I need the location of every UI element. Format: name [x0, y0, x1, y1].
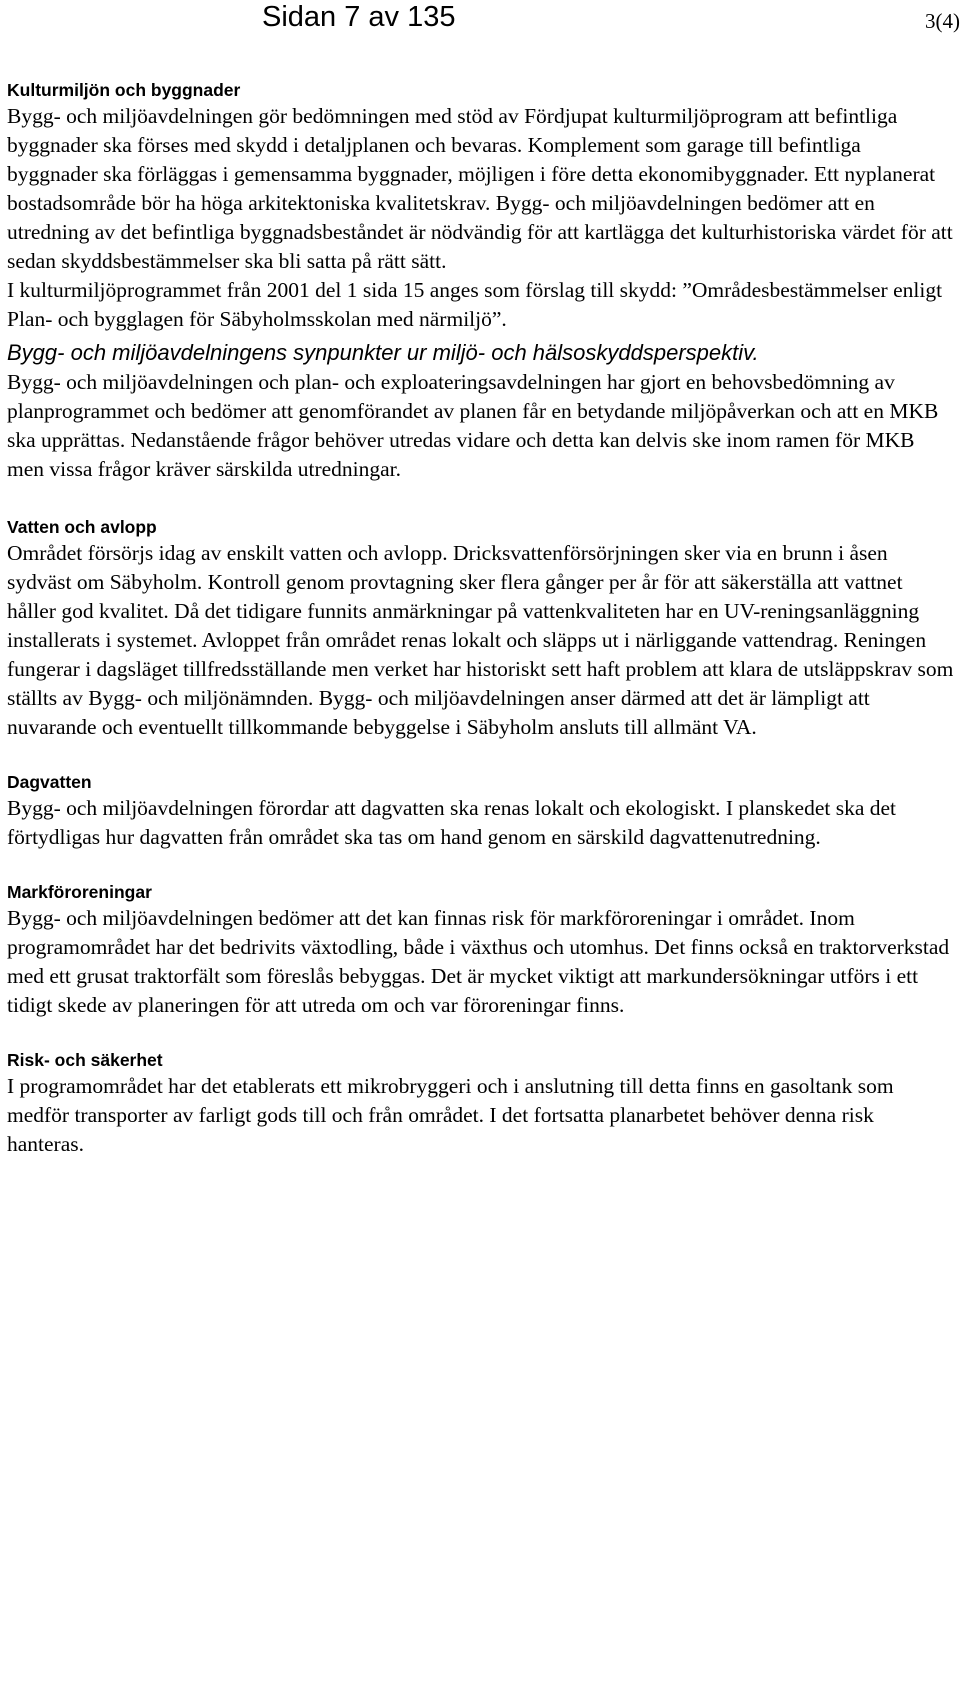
- section-heading: Kulturmiljön och byggnader: [7, 80, 241, 100]
- document-body: [7, 78, 955, 1159]
- section-risk: [7, 1048, 955, 1159]
- section-markfororeningar: [7, 880, 955, 1020]
- paragraph: I kulturmiljöprogrammet från 2001 del 1 sida 15 anges som förslag till skydd: ”Områdesbestämmelser enligt Plan- och bygglagen för Säbyholmsskolan med närmiljö”.: [7, 278, 943, 331]
- section-heading: Bygg- och miljöavdelningens synpunkter ur miljö- och hälsoskyddsperspektiv.: [7, 340, 759, 365]
- page-number: 3(4): [925, 9, 960, 33]
- section-kulturmiljo: [7, 78, 955, 334]
- paragraph: I programområdet har det etablerats ett mikrobryggeri och i anslutning till detta finns en gasoltank som medför transporter av farligt gods till och från området. I det fortsatta planarbetet behöver denna risk hanteras.: [7, 1074, 894, 1156]
- section-vatten: [7, 515, 955, 742]
- section-heading: Vatten och avlopp: [7, 517, 157, 537]
- paragraph: Bygg- och miljöavdelningen förordar att dagvatten ska renas lokalt och ekologiskt. I planskedet ska det förtydligas hur dagvatten från området ska tas om hand genom en särskild dagvattenutredning.: [7, 796, 897, 849]
- section-heading: Markföroreningar: [7, 882, 152, 902]
- paragraph: Bygg- och miljöavdelningen gör bedömningen med stöd av Fördjupat kulturmiljöprogram att befintliga byggnader ska förses med skydd i detaljplanen och bevaras. Komplement som garage till befintliga byggnader ska förläggas i gemensamma byggnader, möjligen i före detta ekonomibyggnader. Ett nyplanerat bostadsområde bör ha höga arkitektoniska kvalitetskrav. Bygg- och miljöavdelningen bedömer att en utredning av det befintliga byggnadsbeståndet är nödvändig för att kartlägga det kulturhistoriska värdet för att sedan skyddsbestämmelser ska bli satta på rätt sätt.: [7, 104, 953, 273]
- paragraph: Bygg- och miljöavdelningen och plan- och exploateringsavdelningen har gjort en behovsbedömning av planprogrammet och bedömer att genomförandet av planen får en betydande miljöpåverkan och att en MKB ska upprättas. Nedanstående frågor behöver utredas vidare och detta kan delvis ske inom ramen för MKB men vissa frågor kräver särskilda utredningar.: [7, 370, 939, 481]
- section-heading: Dagvatten: [7, 772, 92, 792]
- paragraph: Området försörjs idag av enskilt vatten och avlopp. Dricksvattenförsörjningen sker via en brunn i åsen sydväst om Säbyholm. Kontroll genom provtagning sker flera gånger per år för att säkerställa att vattnet håller god kvalitet. Då det tidigare funnits anmärkningar på vattenkvaliteten har en UV-reningsanläggning installerats i systemet. Avloppet från området renas lokalt och släpps ut i närliggande vattendrag. Reningen fungerar i dagsläget tillfredsställande men verket har historiskt sett haft problem att klara de utsläppskrav som ställts av Bygg- och miljönämnden. Bygg- och miljöavdelningen anser därmed att det är lämpligt att nuvarande och eventuellt tillkommande bebyggelse i Säbyholm ansluts till allmänt VA.: [7, 541, 954, 739]
- section-synpunkter: [7, 338, 955, 484]
- section-dagvatten: [7, 770, 955, 852]
- page-header-title: Sidan 7 av 135: [262, 1, 456, 33]
- paragraph: Bygg- och miljöavdelningen bedömer att det kan finnas risk för markföroreningar i området. Inom programområdet har det bedrivits växtodling, både i växthus och utomhus. Det finns också en traktorverkstad med ett grusat traktorfält som föreslås bebyggas. Det är mycket viktigt att markundersökningar utförs i ett tidigt skede av planeringen för att utreda om och var föroreningar finns.: [7, 906, 950, 1017]
- section-heading: Risk- och säkerhet: [7, 1050, 163, 1070]
